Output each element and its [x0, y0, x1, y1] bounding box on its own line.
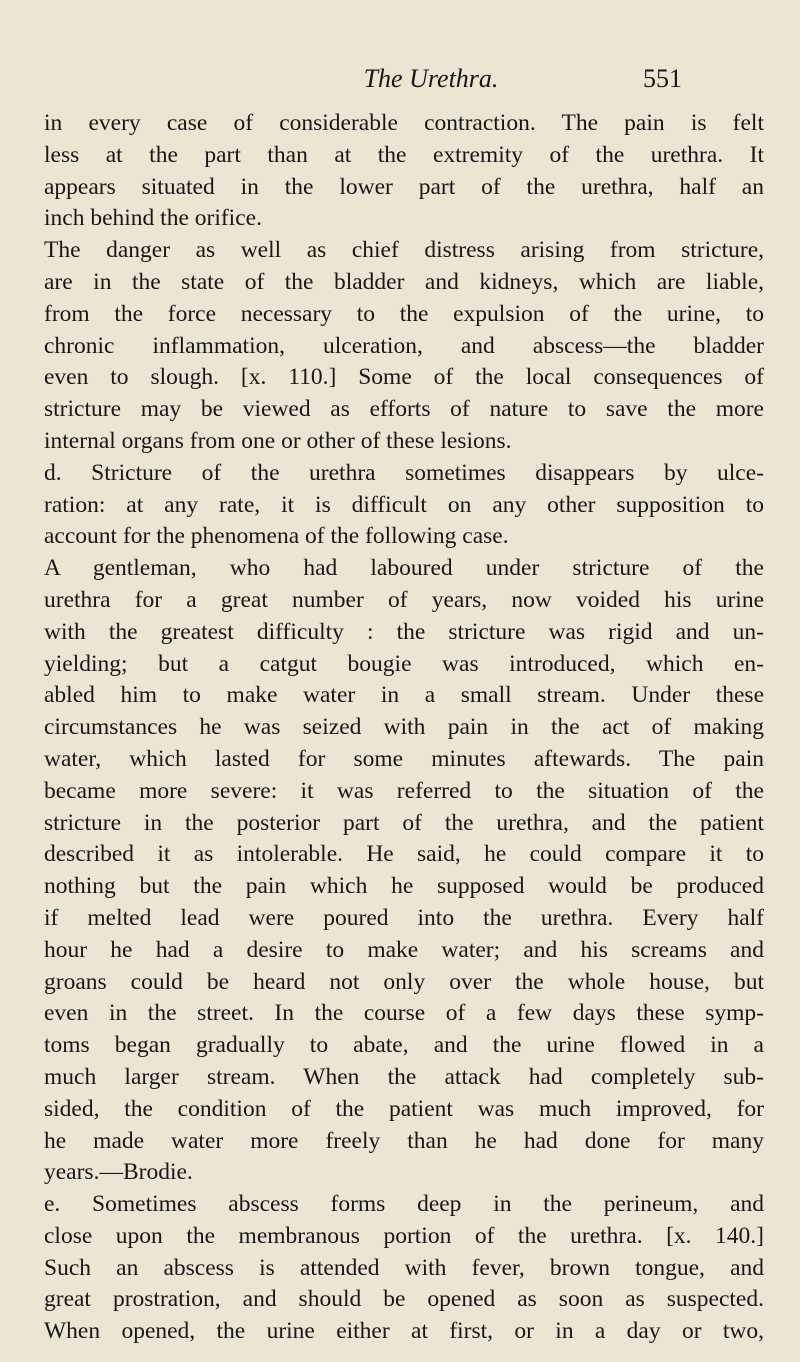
page-header — [180, 64, 682, 104]
text-line: even to slough. [x. 110.] Some of the local consequences of — [44, 364, 764, 391]
text-line: described it as intolerable. He said, he could compare it to — [44, 841, 764, 868]
text-line: if melted lead were poured into the urethra. Every half — [44, 904, 764, 931]
text-line: ration: at any rate, it is difficult on any other supposition to — [44, 491, 764, 518]
text-line: appears situated in the lower part of the urethra, half an — [44, 173, 764, 200]
text-line: toms began gradually to abate, and the urine flowed in a — [44, 1032, 764, 1059]
text-line: nothing but the pain which he supposed would be produced — [44, 873, 764, 900]
page-number: 551 — [643, 64, 682, 93]
text-line: stricture may be viewed as efforts of nature to save the more — [44, 396, 764, 423]
text-line: close upon the membranous portion of the urethra. [x. 140.] — [44, 1222, 764, 1249]
text-line: stricture in the posterior part of the urethra, and the patient — [44, 809, 764, 836]
text-line: sided, the condition of the patient was much improved, for — [44, 1095, 764, 1122]
text-line: great prostration, and should be opened as soon as suspected. — [44, 1286, 764, 1313]
text-line: account for the phenomena of the following case. — [44, 523, 509, 550]
text-line: from the force necessary to the expulsion of the urine, to — [44, 300, 764, 327]
text-line: less at the part than at the extremity of the urethra. It — [44, 141, 764, 168]
text-line: abled him to make water in a small stream. Under these — [44, 682, 764, 709]
body-text — [44, 108, 764, 1348]
text-line: chronic inflammation, ulceration, and abscess—the bladder — [44, 332, 764, 359]
text-line: years.—Brodie. — [44, 1159, 193, 1186]
text-line: became more severe: it was referred to the situation of the — [44, 777, 764, 804]
text-line: Such an abscess is attended with fever, brown tongue, and — [44, 1254, 764, 1281]
text-line: are in the state of the bladder and kidneys, which are liable, — [44, 268, 764, 295]
text-line: yielding; but a catgut bougie was introduced, which en- — [44, 650, 764, 677]
text-line: much larger stream. When the attack had completely sub- — [44, 1063, 764, 1090]
running-title: The Urethra. — [363, 64, 499, 93]
text-line: water, which lasted for some minutes aftewards. The pain — [44, 745, 764, 772]
text-line: hour he had a desire to make water; and his screams and — [44, 936, 764, 963]
text-line: urethra for a great number of years, now voided his urine — [44, 586, 764, 613]
text-line: even in the street. In the course of a few days these symp- — [44, 1000, 764, 1027]
text-line: A gentleman, who had laboured under stricture of the — [44, 555, 764, 582]
text-line: in every case of considerable contraction. The pain is felt — [44, 110, 764, 136]
text-line: The danger as well as chief distress arising from stricture, — [44, 237, 764, 264]
text-line: internal organs from one or other of these lesions. — [44, 427, 512, 454]
text-line: d. Stricture of the urethra sometimes disappears by ulce- — [44, 459, 764, 486]
text-line: he made water more freely than he had done for many — [44, 1127, 764, 1154]
text-line: circumstances he was seized with pain in the act of making — [44, 714, 764, 741]
text-line: groans could be heard not only over the whole house, but — [44, 968, 764, 995]
text-line: inch behind the orifice. — [44, 205, 262, 232]
text-line: with the greatest difficulty : the stricture was rigid and un- — [44, 618, 764, 645]
text-line: When opened, the urine either at first, or in a day or two, — [44, 1318, 764, 1345]
text-line: e. Sometimes abscess forms deep in the perineum, and — [44, 1191, 764, 1218]
